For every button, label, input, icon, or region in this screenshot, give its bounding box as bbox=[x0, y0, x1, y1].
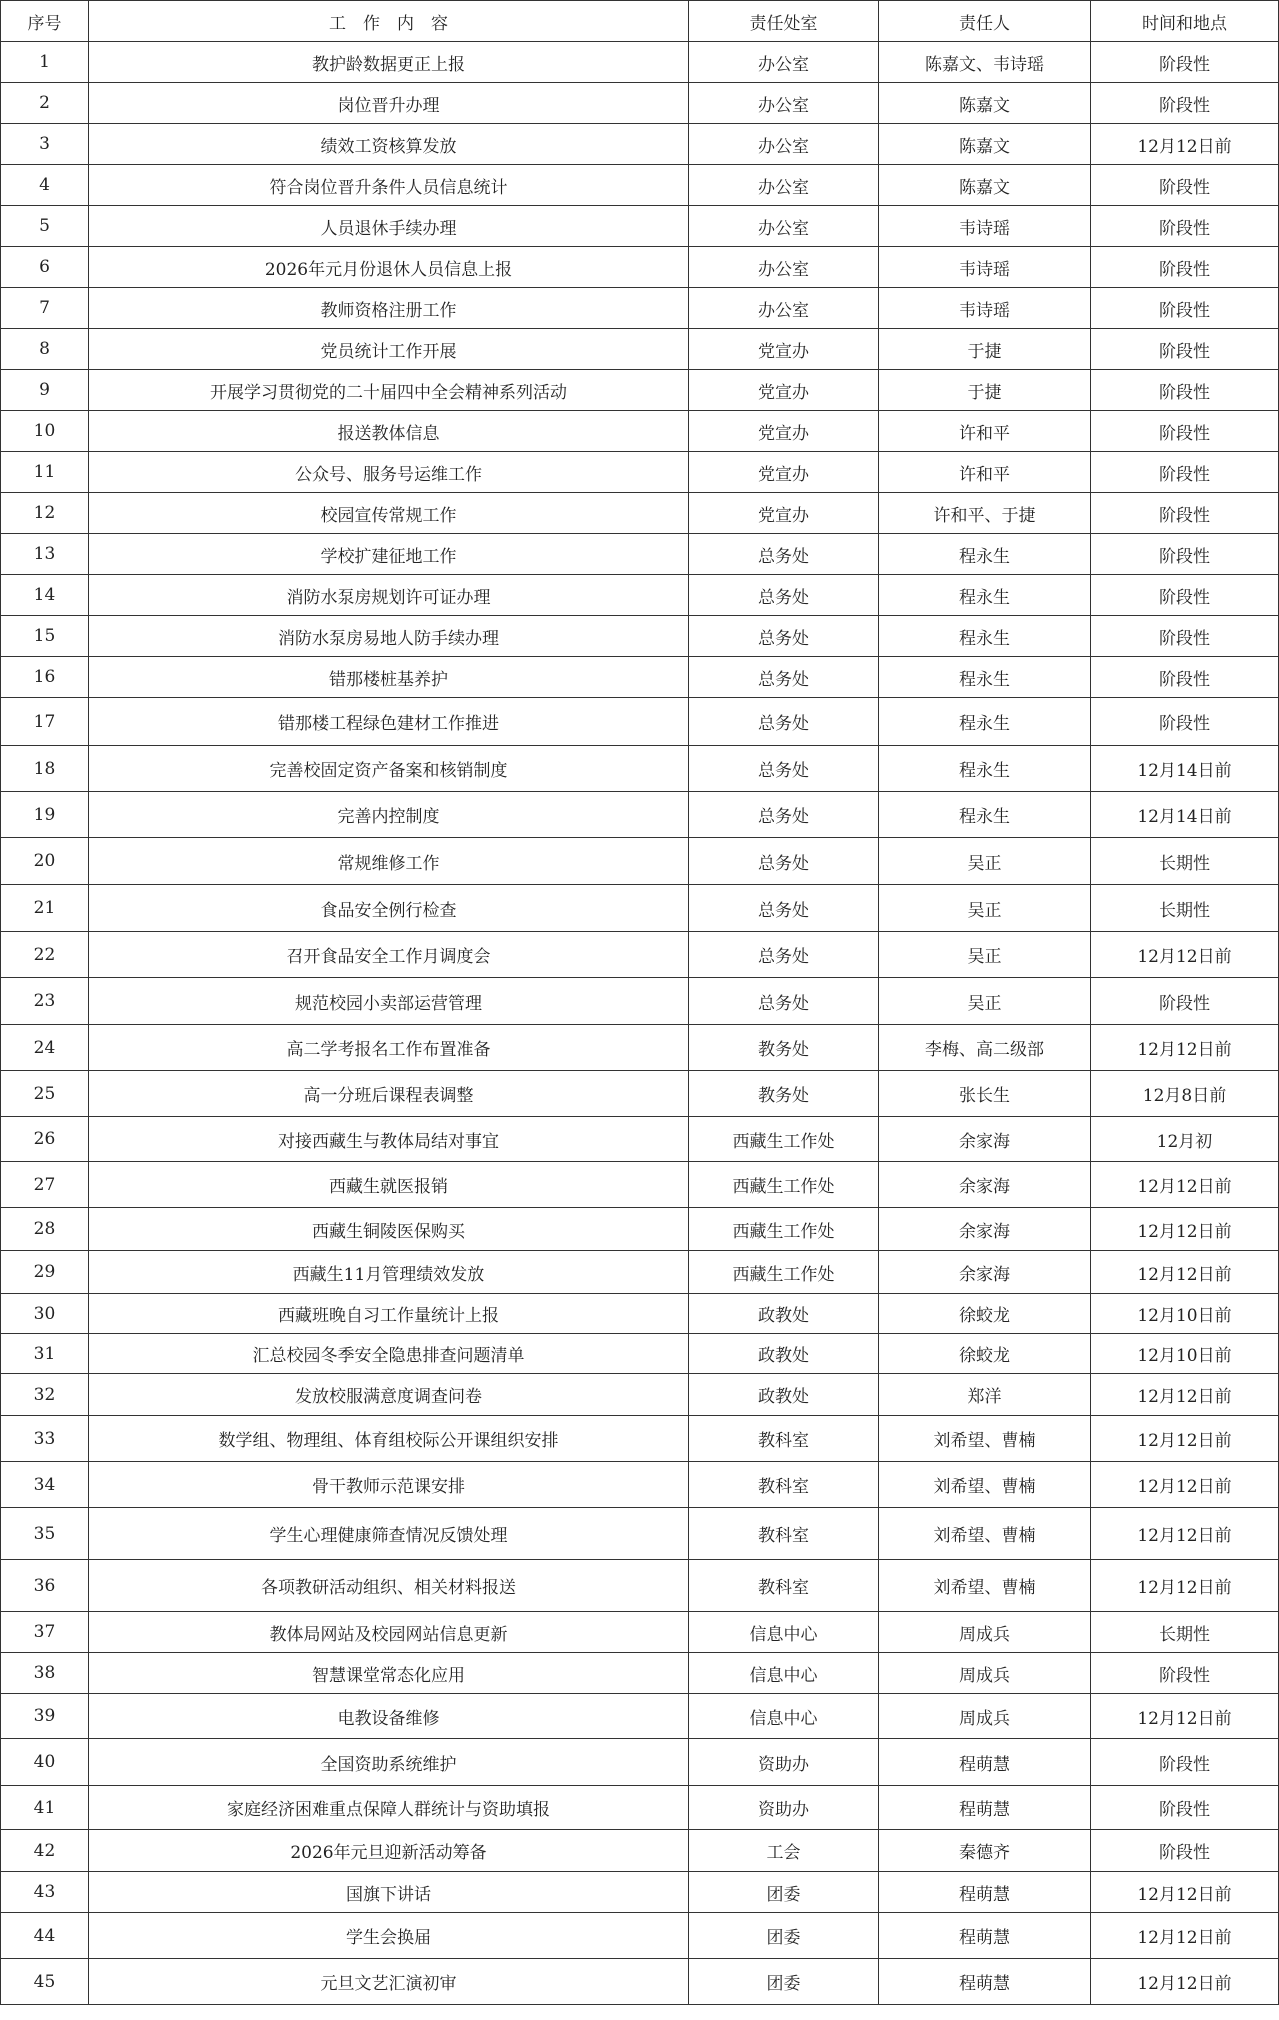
header-time: 时间和地点 bbox=[1091, 1, 1279, 42]
task-cell: 学校扩建征地工作 bbox=[89, 534, 689, 575]
table-row bbox=[1, 329, 1279, 370]
time-cell: 阶段性 bbox=[1091, 165, 1279, 206]
table-row bbox=[1, 1694, 1279, 1739]
dept-cell: 办公室 bbox=[689, 247, 879, 288]
task-cell: 消防水泵房规划许可证办理 bbox=[89, 575, 689, 616]
time-cell: 12月12日前 bbox=[1091, 932, 1279, 978]
person-cell: 刘希望、曹楠 bbox=[879, 1508, 1091, 1560]
dept-cell: 信息中心 bbox=[689, 1653, 879, 1694]
person-cell: 余家海 bbox=[879, 1162, 1091, 1208]
person-cell: 郑洋 bbox=[879, 1374, 1091, 1416]
header-dept: 责任处室 bbox=[689, 1, 879, 42]
person-cell: 陈嘉文、韦诗瑶 bbox=[879, 42, 1091, 83]
row-number: 11 bbox=[1, 452, 89, 493]
table-row bbox=[1, 124, 1279, 165]
person-cell: 韦诗瑶 bbox=[879, 206, 1091, 247]
dept-cell: 办公室 bbox=[689, 83, 879, 124]
task-cell: 错那楼桩基养护 bbox=[89, 657, 689, 698]
table-row bbox=[1, 83, 1279, 124]
person-cell: 程萌慧 bbox=[879, 1872, 1091, 1913]
row-number: 41 bbox=[1, 1786, 89, 1830]
row-number: 45 bbox=[1, 1959, 89, 2005]
person-cell: 刘希望、曹楠 bbox=[879, 1416, 1091, 1462]
person-cell: 李梅、高二级部 bbox=[879, 1025, 1091, 1071]
time-cell: 12月12日前 bbox=[1091, 1508, 1279, 1560]
table-row bbox=[1, 1416, 1279, 1462]
header-task: 工 作 内 容 bbox=[89, 1, 689, 42]
table-row bbox=[1, 1872, 1279, 1913]
row-number: 29 bbox=[1, 1251, 89, 1294]
person-cell: 程永生 bbox=[879, 746, 1091, 792]
table-row bbox=[1, 1786, 1279, 1830]
row-number: 28 bbox=[1, 1208, 89, 1251]
row-number: 31 bbox=[1, 1334, 89, 1374]
dept-cell: 教科室 bbox=[689, 1462, 879, 1508]
table-row bbox=[1, 411, 1279, 452]
table-row bbox=[1, 1653, 1279, 1694]
table-row bbox=[1, 746, 1279, 792]
time-cell: 12月12日前 bbox=[1091, 1208, 1279, 1251]
person-cell: 程永生 bbox=[879, 575, 1091, 616]
table-row bbox=[1, 1739, 1279, 1786]
table-row bbox=[1, 1612, 1279, 1653]
row-number: 40 bbox=[1, 1739, 89, 1786]
row-number: 15 bbox=[1, 616, 89, 657]
person-cell: 许和平 bbox=[879, 411, 1091, 452]
task-cell: 人员退休手续办理 bbox=[89, 206, 689, 247]
task-cell: 校园宣传常规工作 bbox=[89, 493, 689, 534]
table-row bbox=[1, 452, 1279, 493]
row-number: 24 bbox=[1, 1025, 89, 1071]
table-row bbox=[1, 1162, 1279, 1208]
person-cell: 许和平 bbox=[879, 452, 1091, 493]
time-cell: 阶段性 bbox=[1091, 698, 1279, 746]
person-cell: 余家海 bbox=[879, 1117, 1091, 1162]
table-row bbox=[1, 616, 1279, 657]
time-cell: 12月12日前 bbox=[1091, 1374, 1279, 1416]
time-cell: 12月12日前 bbox=[1091, 1162, 1279, 1208]
person-cell: 程永生 bbox=[879, 616, 1091, 657]
task-cell: 电教设备维修 bbox=[89, 1694, 689, 1739]
time-cell: 阶段性 bbox=[1091, 206, 1279, 247]
task-cell: 绩效工资核算发放 bbox=[89, 124, 689, 165]
person-cell: 吴正 bbox=[879, 885, 1091, 932]
row-number: 10 bbox=[1, 411, 89, 452]
time-cell: 12月10日前 bbox=[1091, 1334, 1279, 1374]
task-cell: 开展学习贯彻党的二十届四中全会精神系列活动 bbox=[89, 370, 689, 411]
dept-cell: 办公室 bbox=[689, 288, 879, 329]
dept-cell: 总务处 bbox=[689, 885, 879, 932]
row-number: 12 bbox=[1, 493, 89, 534]
person-cell: 许和平、于捷 bbox=[879, 493, 1091, 534]
table-row bbox=[1, 932, 1279, 978]
task-cell: 西藏生11月管理绩效发放 bbox=[89, 1251, 689, 1294]
person-cell: 韦诗瑶 bbox=[879, 247, 1091, 288]
row-number: 37 bbox=[1, 1612, 89, 1653]
table-row bbox=[1, 978, 1279, 1025]
person-cell: 周成兵 bbox=[879, 1694, 1091, 1739]
dept-cell: 信息中心 bbox=[689, 1612, 879, 1653]
row-number: 27 bbox=[1, 1162, 89, 1208]
table-row bbox=[1, 885, 1279, 932]
person-cell: 程萌慧 bbox=[879, 1959, 1091, 2005]
table-row bbox=[1, 838, 1279, 885]
dept-cell: 党宣办 bbox=[689, 452, 879, 493]
dept-cell: 总务处 bbox=[689, 698, 879, 746]
row-number: 3 bbox=[1, 124, 89, 165]
table-row bbox=[1, 698, 1279, 746]
person-cell: 程萌慧 bbox=[879, 1739, 1091, 1786]
task-cell: 各项教研活动组织、相关材料报送 bbox=[89, 1560, 689, 1612]
table-row bbox=[1, 1334, 1279, 1374]
task-cell: 全国资助系统维护 bbox=[89, 1739, 689, 1786]
table-row bbox=[1, 1294, 1279, 1334]
dept-cell: 教科室 bbox=[689, 1560, 879, 1612]
dept-cell: 团委 bbox=[689, 1959, 879, 2005]
dept-cell: 总务处 bbox=[689, 657, 879, 698]
person-cell: 周成兵 bbox=[879, 1653, 1091, 1694]
row-number: 17 bbox=[1, 698, 89, 746]
header-row bbox=[1, 1, 1279, 42]
time-cell: 12月12日前 bbox=[1091, 1025, 1279, 1071]
task-cell: 完善校固定资产备案和核销制度 bbox=[89, 746, 689, 792]
dept-cell: 总务处 bbox=[689, 746, 879, 792]
time-cell: 12月12日前 bbox=[1091, 124, 1279, 165]
dept-cell: 西藏生工作处 bbox=[689, 1251, 879, 1294]
table-row bbox=[1, 42, 1279, 83]
row-number: 5 bbox=[1, 206, 89, 247]
person-cell: 徐蛟龙 bbox=[879, 1334, 1091, 1374]
task-cell: 学生会换届 bbox=[89, 1913, 689, 1959]
task-cell: 西藏生铜陵医保购买 bbox=[89, 1208, 689, 1251]
time-cell: 阶段性 bbox=[1091, 616, 1279, 657]
table-row bbox=[1, 1071, 1279, 1117]
dept-cell: 办公室 bbox=[689, 42, 879, 83]
row-number: 9 bbox=[1, 370, 89, 411]
time-cell: 阶段性 bbox=[1091, 288, 1279, 329]
table-row bbox=[1, 247, 1279, 288]
time-cell: 12月初 bbox=[1091, 1117, 1279, 1162]
row-number: 39 bbox=[1, 1694, 89, 1739]
dept-cell: 办公室 bbox=[689, 206, 879, 247]
person-cell: 于捷 bbox=[879, 329, 1091, 370]
person-cell: 刘希望、曹楠 bbox=[879, 1560, 1091, 1612]
dept-cell: 教科室 bbox=[689, 1416, 879, 1462]
dept-cell: 西藏生工作处 bbox=[689, 1208, 879, 1251]
person-cell: 陈嘉文 bbox=[879, 165, 1091, 206]
task-cell: 数学组、物理组、体育组校际公开课组织安排 bbox=[89, 1416, 689, 1462]
time-cell: 12月10日前 bbox=[1091, 1294, 1279, 1334]
row-number: 18 bbox=[1, 746, 89, 792]
time-cell: 阶段性 bbox=[1091, 657, 1279, 698]
task-cell: 2026年元旦迎新活动筹备 bbox=[89, 1830, 689, 1872]
row-number: 26 bbox=[1, 1117, 89, 1162]
task-cell: 骨干教师示范课安排 bbox=[89, 1462, 689, 1508]
dept-cell: 团委 bbox=[689, 1872, 879, 1913]
task-cell: 教体局网站及校园网站信息更新 bbox=[89, 1612, 689, 1653]
row-number: 19 bbox=[1, 792, 89, 838]
person-cell: 张长生 bbox=[879, 1071, 1091, 1117]
table-row bbox=[1, 1508, 1279, 1560]
row-number: 34 bbox=[1, 1462, 89, 1508]
table-row bbox=[1, 1560, 1279, 1612]
row-number: 36 bbox=[1, 1560, 89, 1612]
task-cell: 汇总校园冬季安全隐患排查问题清单 bbox=[89, 1334, 689, 1374]
dept-cell: 政教处 bbox=[689, 1294, 879, 1334]
dept-cell: 党宣办 bbox=[689, 411, 879, 452]
person-cell: 程萌慧 bbox=[879, 1786, 1091, 1830]
task-cell: 岗位晋升办理 bbox=[89, 83, 689, 124]
dept-cell: 工会 bbox=[689, 1830, 879, 1872]
time-cell: 12月12日前 bbox=[1091, 1251, 1279, 1294]
task-cell: 错那楼工程绿色建材工作推进 bbox=[89, 698, 689, 746]
dept-cell: 教务处 bbox=[689, 1071, 879, 1117]
person-cell: 程永生 bbox=[879, 792, 1091, 838]
table-row bbox=[1, 792, 1279, 838]
row-number: 21 bbox=[1, 885, 89, 932]
table-row bbox=[1, 534, 1279, 575]
time-cell: 12月12日前 bbox=[1091, 1959, 1279, 2005]
dept-cell: 党宣办 bbox=[689, 370, 879, 411]
table-row bbox=[1, 1913, 1279, 1959]
person-cell: 陈嘉文 bbox=[879, 124, 1091, 165]
person-cell: 吴正 bbox=[879, 838, 1091, 885]
time-cell: 阶段性 bbox=[1091, 411, 1279, 452]
person-cell: 程永生 bbox=[879, 534, 1091, 575]
row-number: 22 bbox=[1, 932, 89, 978]
time-cell: 阶段性 bbox=[1091, 978, 1279, 1025]
time-cell: 阶段性 bbox=[1091, 534, 1279, 575]
dept-cell: 西藏生工作处 bbox=[689, 1162, 879, 1208]
task-cell: 公众号、服务号运维工作 bbox=[89, 452, 689, 493]
task-cell: 高二学考报名工作布置准备 bbox=[89, 1025, 689, 1071]
dept-cell: 西藏生工作处 bbox=[689, 1117, 879, 1162]
row-number: 13 bbox=[1, 534, 89, 575]
row-number: 32 bbox=[1, 1374, 89, 1416]
time-cell: 12月12日前 bbox=[1091, 1416, 1279, 1462]
time-cell: 12月8日前 bbox=[1091, 1071, 1279, 1117]
row-number: 7 bbox=[1, 288, 89, 329]
dept-cell: 资助办 bbox=[689, 1786, 879, 1830]
dept-cell: 资助办 bbox=[689, 1739, 879, 1786]
dept-cell: 总务处 bbox=[689, 838, 879, 885]
dept-cell: 团委 bbox=[689, 1913, 879, 1959]
table-row bbox=[1, 370, 1279, 411]
task-cell: 常规维修工作 bbox=[89, 838, 689, 885]
task-cell: 西藏班晚自习工作量统计上报 bbox=[89, 1294, 689, 1334]
table-row bbox=[1, 493, 1279, 534]
time-cell: 阶段性 bbox=[1091, 329, 1279, 370]
header-no: 序号 bbox=[1, 1, 89, 42]
time-cell: 阶段性 bbox=[1091, 1653, 1279, 1694]
dept-cell: 总务处 bbox=[689, 616, 879, 657]
task-cell: 对接西藏生与教体局结对事宜 bbox=[89, 1117, 689, 1162]
row-number: 38 bbox=[1, 1653, 89, 1694]
task-cell: 消防水泵房易地人防手续办理 bbox=[89, 616, 689, 657]
row-number: 16 bbox=[1, 657, 89, 698]
time-cell: 阶段性 bbox=[1091, 575, 1279, 616]
table-row bbox=[1, 1025, 1279, 1071]
person-cell: 刘希望、曹楠 bbox=[879, 1462, 1091, 1508]
task-cell: 召开食品安全工作月调度会 bbox=[89, 932, 689, 978]
row-number: 6 bbox=[1, 247, 89, 288]
row-number: 44 bbox=[1, 1913, 89, 1959]
dept-cell: 总务处 bbox=[689, 932, 879, 978]
time-cell: 12月12日前 bbox=[1091, 1560, 1279, 1612]
table-row bbox=[1, 288, 1279, 329]
task-cell: 西藏生就医报销 bbox=[89, 1162, 689, 1208]
time-cell: 12月12日前 bbox=[1091, 1872, 1279, 1913]
task-cell: 教师资格注册工作 bbox=[89, 288, 689, 329]
time-cell: 12月12日前 bbox=[1091, 1913, 1279, 1959]
time-cell: 12月12日前 bbox=[1091, 1694, 1279, 1739]
row-number: 30 bbox=[1, 1294, 89, 1334]
row-number: 25 bbox=[1, 1071, 89, 1117]
dept-cell: 政教处 bbox=[689, 1334, 879, 1374]
table-row bbox=[1, 1462, 1279, 1508]
table-row bbox=[1, 1830, 1279, 1872]
person-cell: 程永生 bbox=[879, 698, 1091, 746]
row-number: 8 bbox=[1, 329, 89, 370]
row-number: 2 bbox=[1, 83, 89, 124]
time-cell: 12月14日前 bbox=[1091, 746, 1279, 792]
task-cell: 家庭经济困难重点保障人群统计与资助填报 bbox=[89, 1786, 689, 1830]
time-cell: 阶段性 bbox=[1091, 1739, 1279, 1786]
time-cell: 阶段性 bbox=[1091, 1830, 1279, 1872]
person-cell: 余家海 bbox=[879, 1208, 1091, 1251]
task-cell: 完善内控制度 bbox=[89, 792, 689, 838]
time-cell: 阶段性 bbox=[1091, 42, 1279, 83]
header-person: 责任人 bbox=[879, 1, 1091, 42]
task-cell: 学生心理健康筛查情况反馈处理 bbox=[89, 1508, 689, 1560]
row-number: 42 bbox=[1, 1830, 89, 1872]
person-cell: 徐蛟龙 bbox=[879, 1294, 1091, 1334]
table-row bbox=[1, 575, 1279, 616]
task-cell: 高一分班后课程表调整 bbox=[89, 1071, 689, 1117]
task-cell: 元旦文艺汇演初审 bbox=[89, 1959, 689, 2005]
dept-cell: 总务处 bbox=[689, 978, 879, 1025]
dept-cell: 总务处 bbox=[689, 575, 879, 616]
task-cell: 符合岗位晋升条件人员信息统计 bbox=[89, 165, 689, 206]
dept-cell: 政教处 bbox=[689, 1374, 879, 1416]
task-cell: 食品安全例行检查 bbox=[89, 885, 689, 932]
time-cell: 阶段性 bbox=[1091, 247, 1279, 288]
table-row bbox=[1, 1251, 1279, 1294]
table-row bbox=[1, 1959, 1279, 2005]
row-number: 43 bbox=[1, 1872, 89, 1913]
table-row bbox=[1, 1374, 1279, 1416]
time-cell: 12月12日前 bbox=[1091, 1462, 1279, 1508]
table-row bbox=[1, 165, 1279, 206]
dept-cell: 办公室 bbox=[689, 165, 879, 206]
time-cell: 阶段性 bbox=[1091, 83, 1279, 124]
task-cell: 党员统计工作开展 bbox=[89, 329, 689, 370]
time-cell: 阶段性 bbox=[1091, 452, 1279, 493]
time-cell: 阶段性 bbox=[1091, 493, 1279, 534]
table-row bbox=[1, 1117, 1279, 1162]
time-cell: 长期性 bbox=[1091, 1612, 1279, 1653]
row-number: 14 bbox=[1, 575, 89, 616]
table-row bbox=[1, 1208, 1279, 1251]
dept-cell: 信息中心 bbox=[689, 1694, 879, 1739]
row-number: 4 bbox=[1, 165, 89, 206]
row-number: 35 bbox=[1, 1508, 89, 1560]
task-cell: 2026年元月份退休人员信息上报 bbox=[89, 247, 689, 288]
dept-cell: 教务处 bbox=[689, 1025, 879, 1071]
person-cell: 于捷 bbox=[879, 370, 1091, 411]
person-cell: 周成兵 bbox=[879, 1612, 1091, 1653]
table-row bbox=[1, 206, 1279, 247]
row-number: 33 bbox=[1, 1416, 89, 1462]
dept-cell: 教科室 bbox=[689, 1508, 879, 1560]
person-cell: 程永生 bbox=[879, 657, 1091, 698]
table-row bbox=[1, 657, 1279, 698]
dept-cell: 总务处 bbox=[689, 792, 879, 838]
row-number: 20 bbox=[1, 838, 89, 885]
person-cell: 程萌慧 bbox=[879, 1913, 1091, 1959]
person-cell: 韦诗瑶 bbox=[879, 288, 1091, 329]
time-cell: 长期性 bbox=[1091, 885, 1279, 932]
dept-cell: 党宣办 bbox=[689, 493, 879, 534]
person-cell: 余家海 bbox=[879, 1251, 1091, 1294]
task-cell: 教护龄数据更正上报 bbox=[89, 42, 689, 83]
task-cell: 智慧课堂常态化应用 bbox=[89, 1653, 689, 1694]
dept-cell: 党宣办 bbox=[689, 329, 879, 370]
row-number: 23 bbox=[1, 978, 89, 1025]
dept-cell: 办公室 bbox=[689, 124, 879, 165]
time-cell: 长期性 bbox=[1091, 838, 1279, 885]
table-body bbox=[1, 42, 1279, 2005]
person-cell: 秦德齐 bbox=[879, 1830, 1091, 1872]
person-cell: 吴正 bbox=[879, 978, 1091, 1025]
time-cell: 阶段性 bbox=[1091, 370, 1279, 411]
time-cell: 阶段性 bbox=[1091, 1786, 1279, 1830]
task-cell: 国旗下讲话 bbox=[89, 1872, 689, 1913]
task-cell: 发放校服满意度调查问卷 bbox=[89, 1374, 689, 1416]
person-cell: 陈嘉文 bbox=[879, 83, 1091, 124]
row-number: 1 bbox=[1, 42, 89, 83]
time-cell: 12月14日前 bbox=[1091, 792, 1279, 838]
person-cell: 吴正 bbox=[879, 932, 1091, 978]
task-cell: 规范校园小卖部运营管理 bbox=[89, 978, 689, 1025]
task-cell: 报送教体信息 bbox=[89, 411, 689, 452]
dept-cell: 总务处 bbox=[689, 534, 879, 575]
